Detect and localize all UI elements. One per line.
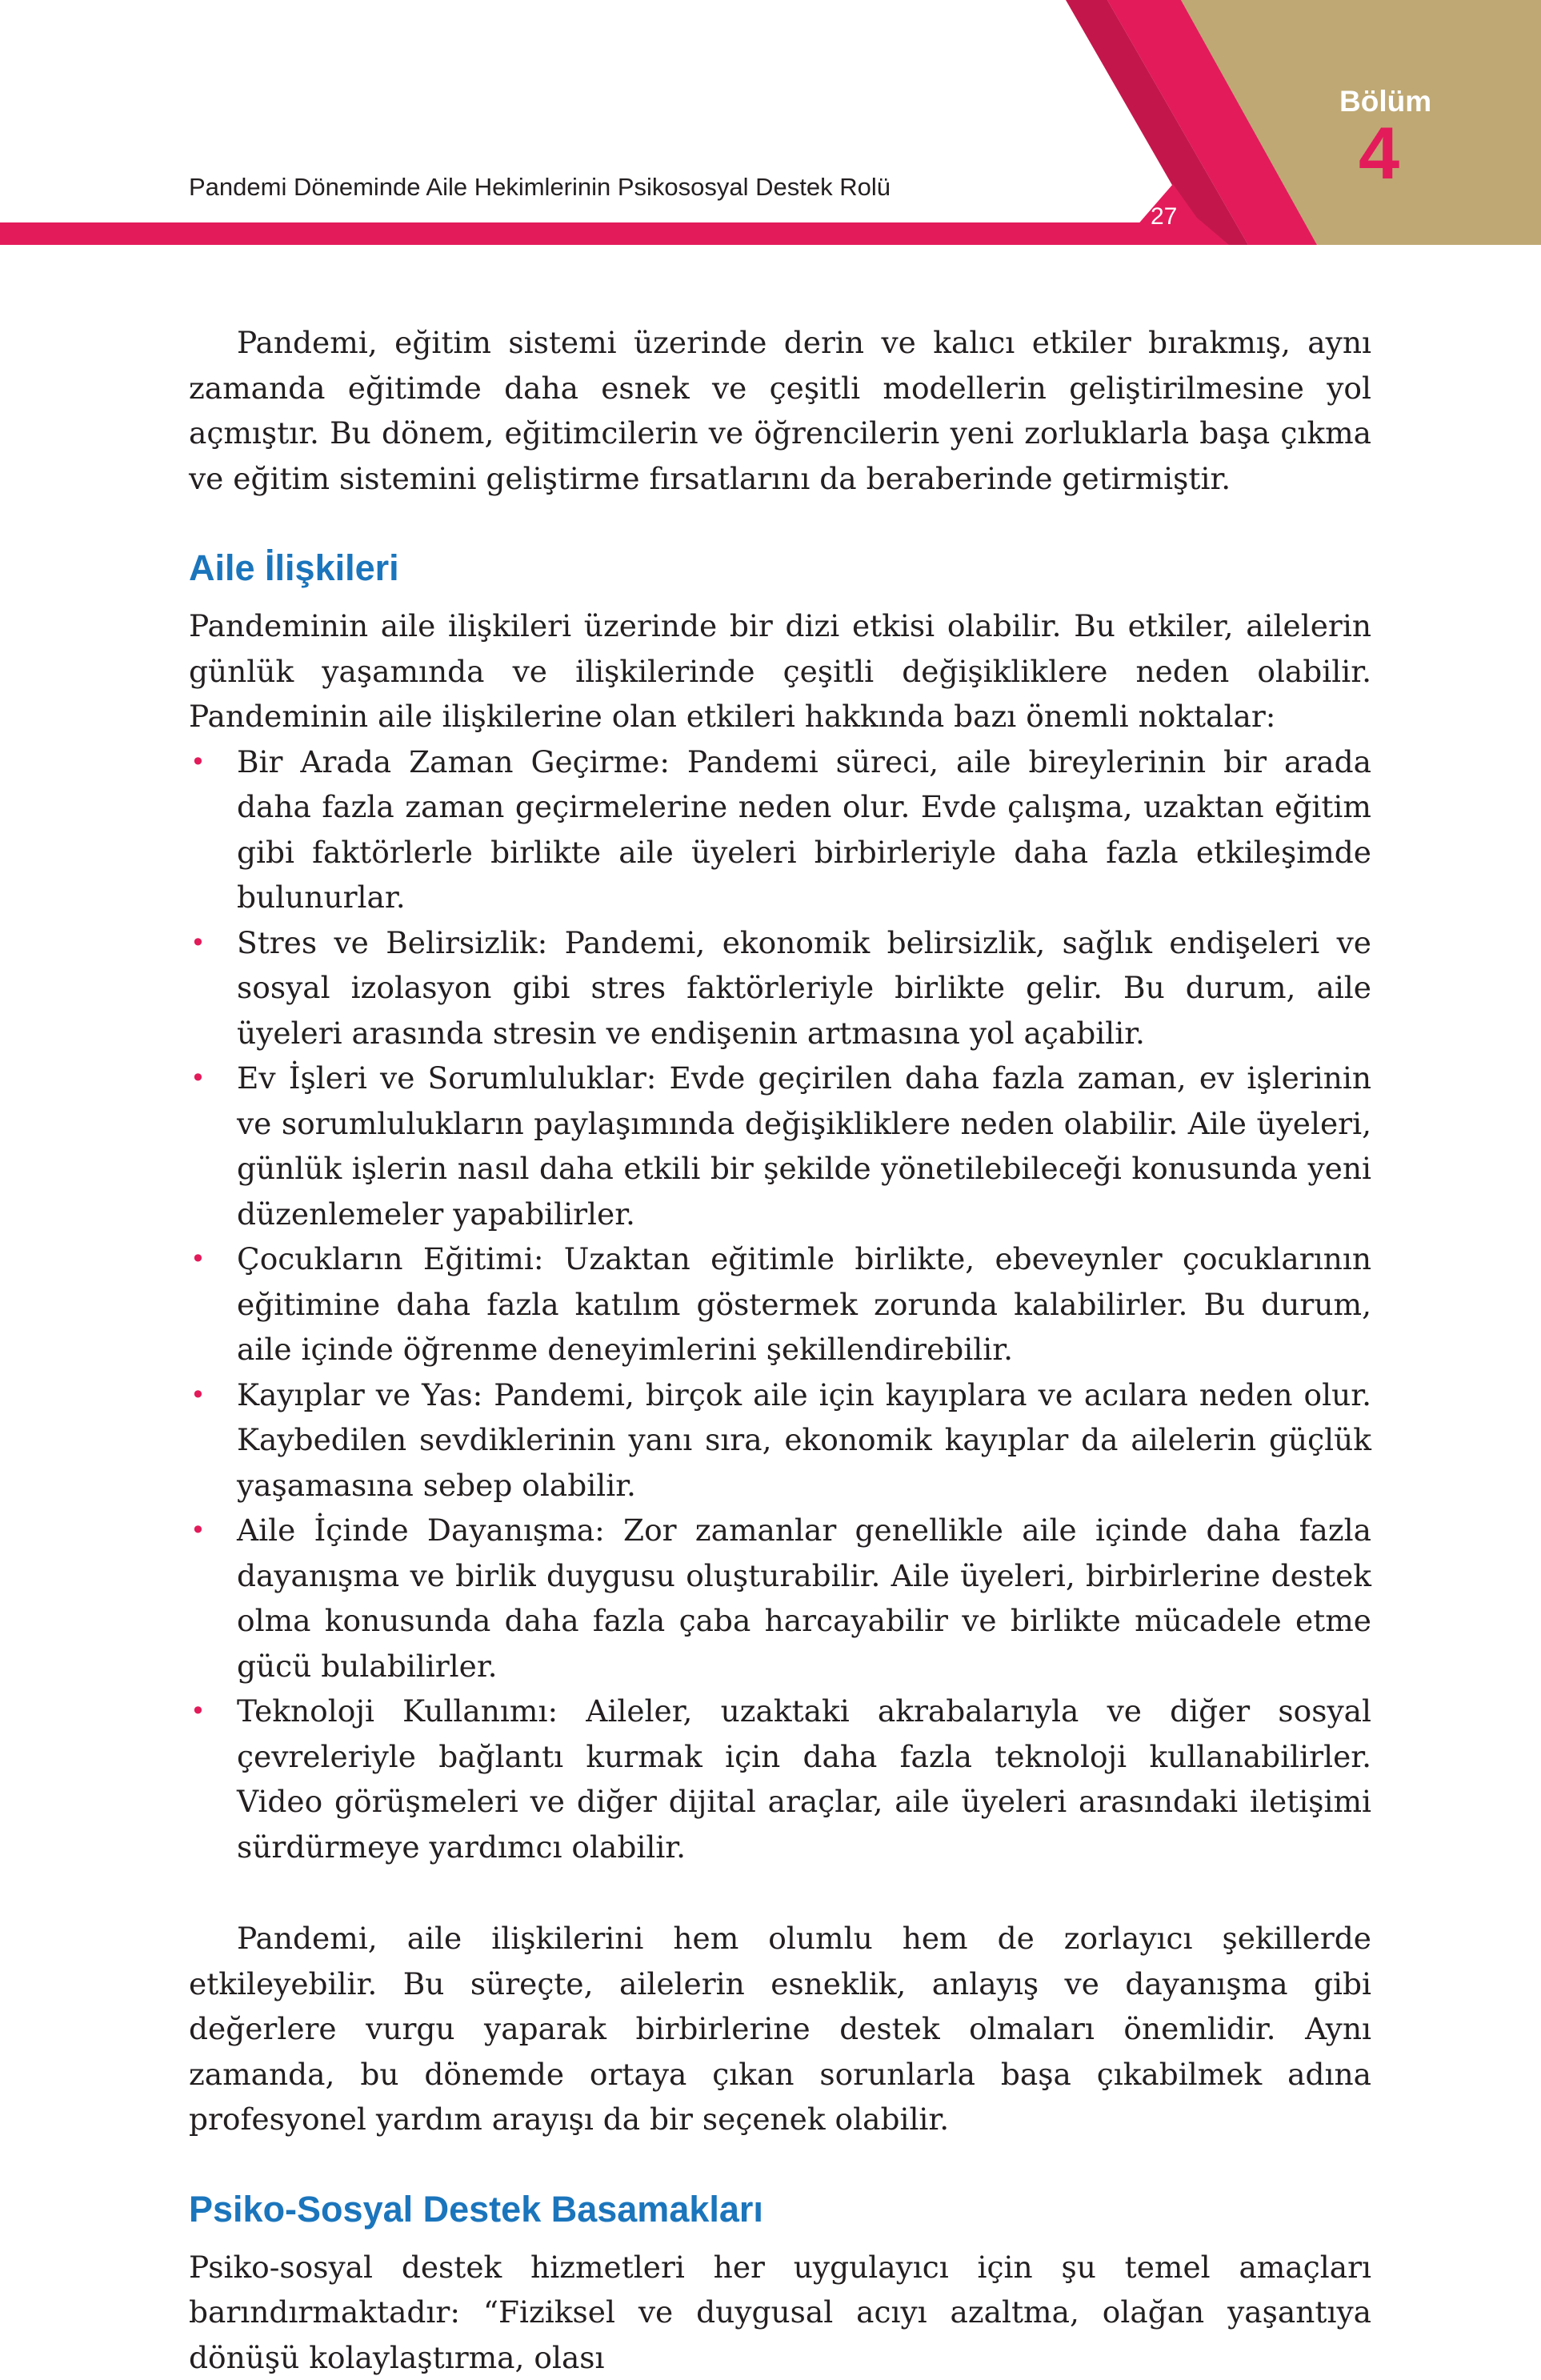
running-title: Pandemi Döneminde Aile Hekimlerinin Psikososyal Destek Rolü	[189, 173, 891, 202]
bullet-icon: •	[190, 1056, 206, 1101]
page-body	[189, 320, 1371, 2380]
list-item: • Teknoloji Kullanımı: Aileler, uzaktaki akrabalarıyla ve diğer sosyal çevreleriyle bağlantı kurmak için daha fazla teknoloji kullanabilirler. Video görüşmeleri ve diğer dijital araçlar, aile üyeleri arasındaki iletişimi sürdürmeye yardımcı olabilir.	[189, 1689, 1371, 1869]
pink-header-band	[0, 222, 1176, 245]
list-item: • Stres ve Belirsizlik: Pandemi, ekonomik belirsizlik, sağlık endişeleri ve sosyal izolasyon gibi stres faktörleriyle birlikte gelir. Bu durum, aile üyeleri arasında stresin ve endişenin artmasına yol açabilir.	[189, 920, 1371, 1056]
section-heading-aile-iliskileri: Aile İlişkileri	[189, 546, 1371, 591]
list-item: • Bir Arada Zaman Geçirme: Pandemi süreci, aile bireylerinin bir arada daha fazla zaman geçirmelerine neden olur. Evde çalışma, uzaktan eğitim gibi faktörlerle birlikte aile üyeleri birbirleriyle daha fazla etkileşimde bulunurlar.	[189, 739, 1371, 920]
section-heading-psiko-sosyal: Psiko-Sosyal Destek Basamakları	[189, 2187, 1371, 2232]
chapter-label: Bölüm	[1339, 85, 1431, 118]
closing-paragraph: Pandemi, aile ilişkilerini hem olumlu hem de zorlayıcı şekillerde etkileyebilir. Bu süreçte, ailelerin esneklik, anlayış ve dayanışma gibi değerlere vurgu yaparak birbirlerine destek olmaları önemlidir. Aynı zamanda, bu dönemde ortaya çıkan sorunlarla başa çıkabilmek adına profesyonel yardım arayışı da bir seçenek olabilir.	[189, 1916, 1371, 2142]
section-lead-paragraph: Pandeminin aile ilişkileri üzerinde bir dizi etkisi olabilir. Bu etkiler, ailelerin günlük yaşamında ve ilişkilerinde çeşitli değişikliklere neden olabilir. Pandeminin aile ilişkilerine olan etkileri hakkında bazı önemli noktalar:	[189, 603, 1371, 739]
bullet-icon: •	[190, 1508, 206, 1553]
bullet-icon: •	[190, 920, 206, 966]
list-item: • Ev İşleri ve Sorumluluklar: Evde geçirilen daha fazla zaman, ev işlerinin ve sorumlulukların paylaşımında değişikliklere neden olabilir. Aile üyeleri, günlük işlerin nasıl daha etkili bir şekilde yönetilebileceği konusunda yeni düzenlemeler yapabilirler.	[189, 1056, 1371, 1236]
chapter-number: 4	[1359, 117, 1399, 190]
bullet-icon: •	[190, 1236, 206, 1282]
page-number: 27	[1151, 203, 1177, 230]
section2-lead-paragraph: Psiko-sosyal destek hizmetleri her uygulayıcı için şu temel amaçları barındırmaktadır: “Fiziksel ve duygusal acıyı azaltma, olağan yaşantıya dönüşü kolaylaştırma, olası	[189, 2245, 1371, 2380]
bullet-list	[189, 739, 1371, 1870]
list-item: • Çocukların Eğitimi: Uzaktan eğitimle birlikte, ebeveynler çocuklarının eğitimine daha fazla katılım göstermek zorunda kalabilirler. Bu durum, aile içinde öğrenme deneyimlerini şekillendirebilir.	[189, 1236, 1371, 1372]
list-item: • Kayıplar ve Yas: Pandemi, birçok aile için kayıplara ve acılara neden olur. Kaybedilen sevdiklerinin yanı sıra, ekonomik kayıplar da ailelerin güçlük yaşamasına sebep olabilir.	[189, 1372, 1371, 1509]
bullet-icon: •	[190, 1372, 206, 1418]
intro-paragraph: Pandemi, eğitim sistemi üzerinde derin ve kalıcı etkiler bırakmış, aynı zamanda eğitimde daha esnek ve çeşitli modellerin geliştirilmesine yol açmıştır. Bu dönem, eğitimcilerin ve öğrencilerin yeni zorluklarla başa çıkma ve eğitim sistemini geliştirme fırsatlarını da beraberinde getirmiştir.	[189, 320, 1371, 501]
bullet-icon: •	[190, 1689, 206, 1734]
list-item: • Aile İçinde Dayanışma: Zor zamanlar genellikle aile içinde daha fazla dayanışma ve birlik duygusu oluşturabilir. Aile üyeleri, birbirlerine destek olma konusunda daha fazla çaba harcayabilir ve birlikte mücadele etme gücü bulabilirler.	[189, 1508, 1371, 1689]
bullet-icon: •	[190, 739, 206, 785]
header-decoration	[0, 0, 1541, 256]
